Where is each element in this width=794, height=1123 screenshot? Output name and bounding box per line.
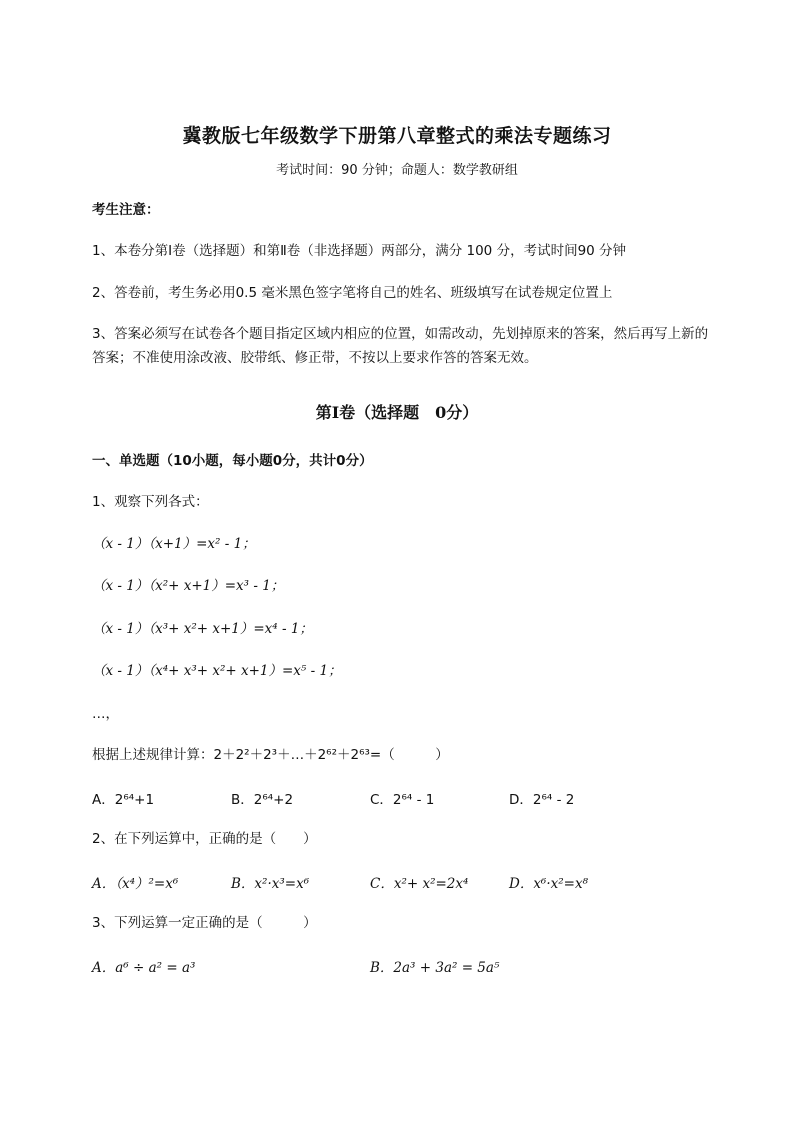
notice-heading: 考生注意： (92, 202, 160, 218)
section-title: 第Ⅰ卷（选择题 0分） (315, 403, 479, 422)
exam-subtitle: 考试时间：90 分钟；命题人：数学教研组 (276, 163, 518, 178)
q2-stem: 2、在下列运算中，正确的是（ ） (92, 831, 317, 847)
q1-option-d[interactable]: D．2⁶⁴ - 2 (509, 792, 575, 808)
q3-stem: 3、下列运算一定正确的是（ ） (92, 915, 317, 931)
q1-line-4: （x - 1）（x⁴+ x³+ x²+ x+1）=x⁵ - 1； (92, 663, 342, 679)
notice-item-2: 2、答卷前，考生务必用0.5 毫米黑色签字笔将自己的姓名、班级填写在试卷规定位置上 (92, 285, 613, 301)
q2-option-d[interactable]: D．x⁶·x²=x⁸ (509, 876, 589, 892)
q1-stem: 1、观察下列各式： (92, 494, 209, 510)
q1-ask: 根据上述规律计算：2＋2²＋2³＋…＋2⁶²＋2⁶³=（ ） (92, 747, 449, 763)
q1-option-b[interactable]: B．2⁶⁴+2 (231, 792, 294, 808)
q1-line-2: （x - 1）（x²+ x+1）=x³ - 1； (92, 578, 285, 594)
q2-option-a[interactable]: A．（x⁴）²=x⁶ (92, 876, 179, 892)
part-title: 一、单选题（10小题，每小题0分，共计0分） (92, 453, 373, 469)
page-title: 冀教版七年级数学下册第八章整式的乘法专题练习 (182, 125, 612, 147)
q1-option-c[interactable]: C．2⁶⁴ - 1 (370, 792, 435, 808)
notice-item-1: 1、本卷分第Ⅰ卷（选择题）和第Ⅱ卷（非选择题）两部分，满分 100 分，考试时间90 分钟 (92, 243, 627, 259)
q3-option-a[interactable]: A．a⁶ ÷ a² = a³ (92, 960, 196, 976)
q2-option-b[interactable]: B．x²·x³=x⁶ (231, 876, 310, 892)
q1-line-3: （x - 1）（x³+ x²+ x+1）=x⁴ - 1； (92, 621, 313, 637)
q1-line-1: （x - 1）（x+1）=x² - 1； (92, 536, 256, 552)
q1-line-5: …， (92, 706, 119, 722)
notice-item-3: 3、答案必须写在试卷各个题目指定区域内相应的位置，如需改动，先划掉原来的答案，然后再写上新的答案；不准使用涂改液、胶带纸、修正带，不按以上要求作答的答案无效。 (92, 326, 709, 366)
q3-option-b[interactable]: B．2a³ + 3a² = 5a⁵ (370, 960, 500, 976)
q1-option-a[interactable]: A．2⁶⁴+1 (92, 792, 155, 808)
q2-option-c[interactable]: C．x²+ x²=2x⁴ (370, 876, 469, 892)
